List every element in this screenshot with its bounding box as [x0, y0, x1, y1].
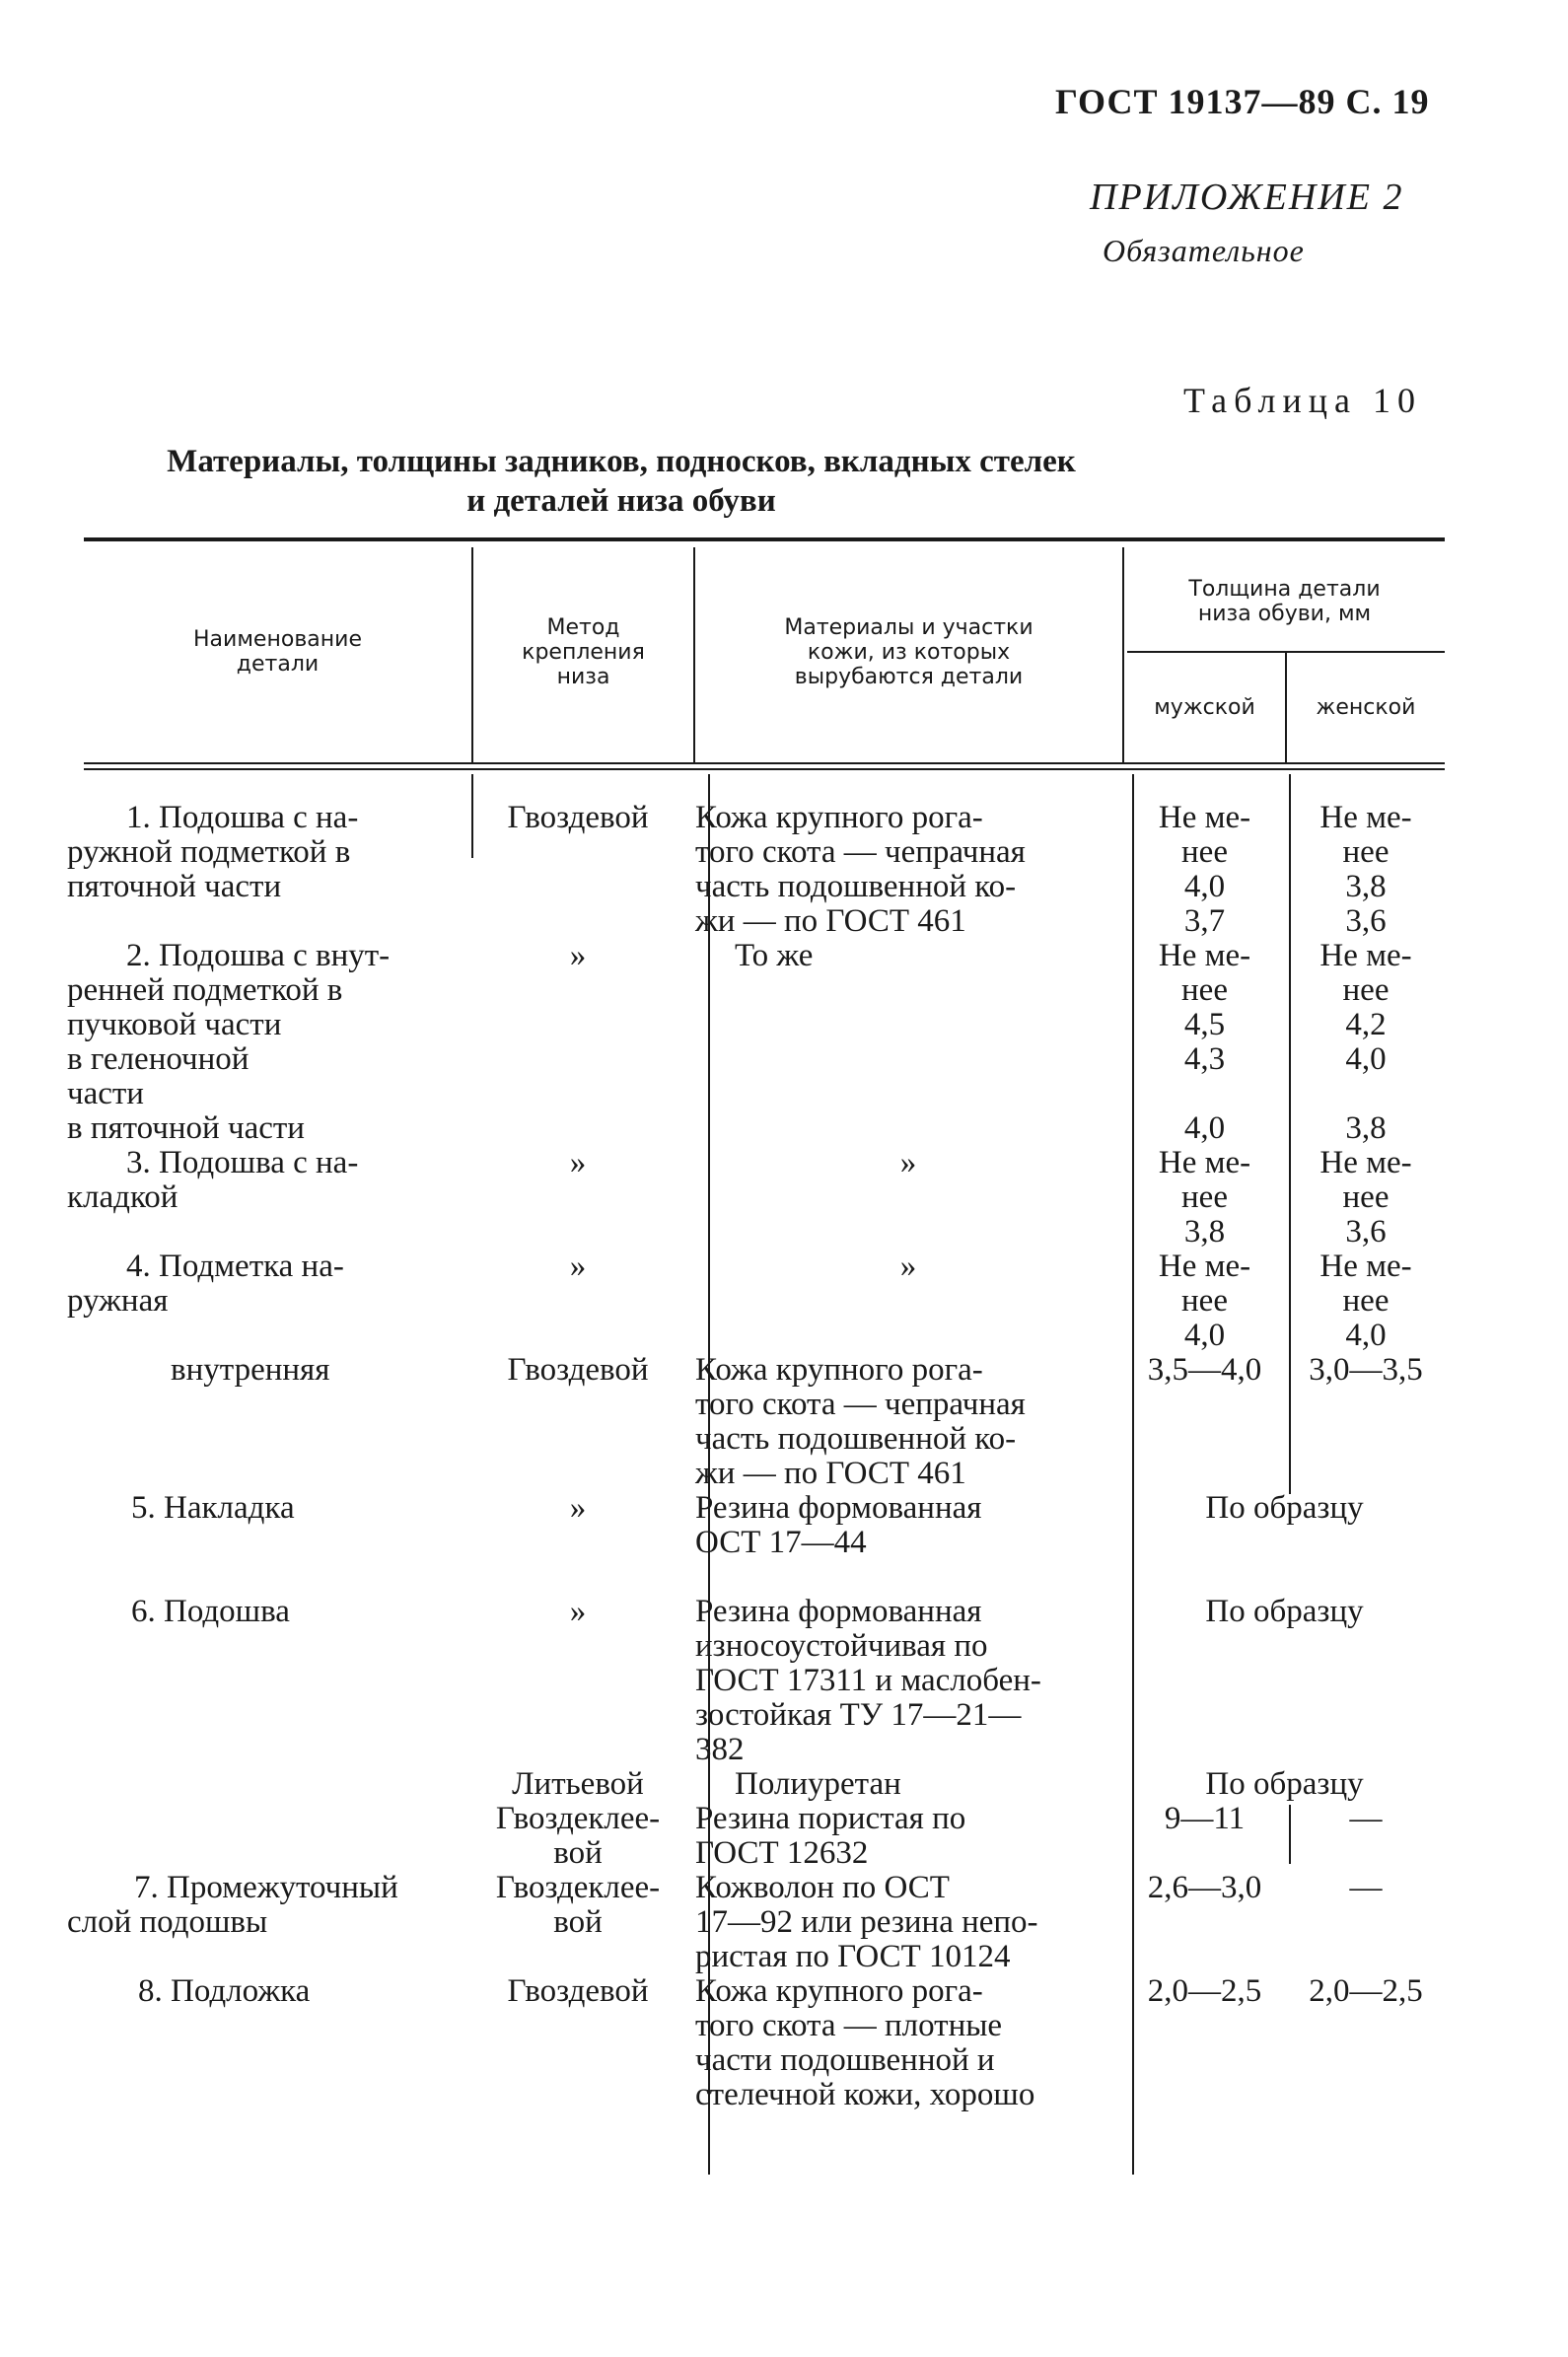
- column-header-name: Наименование детали: [193, 627, 362, 677]
- table-row-7-name: 6. Подошва: [131, 1594, 290, 1629]
- table-row-8-material: Полиуретан: [735, 1766, 901, 1802]
- table-row-10-women: —: [1349, 1870, 1383, 1905]
- table-row-5-name: внутренняя: [171, 1352, 330, 1388]
- table-row-5-method: Гвоздевой: [507, 1352, 649, 1388]
- table-row-10-material: Кожволон по ОСТ 17—92 или резина непо- ристая по ГОСТ 10124: [695, 1870, 1038, 1974]
- table-row-11-material: Кожа крупного рога- того скота — плотные части подошвенной и стелечной кожи, хорошо: [695, 1973, 1035, 2112]
- table-row-6-material: Резина формованная ОСТ 17—44: [695, 1490, 982, 1560]
- table-row-5-men: 3,5—4,0: [1147, 1352, 1262, 1388]
- appendix-title: ПРИЛОЖЕНИЕ 2: [1090, 177, 1404, 218]
- table-row-5-material: Кожа крупного рога- того скота — чепрачная часть подошвенной ко- жи — по ГОСТ 461: [695, 1352, 1026, 1491]
- table-row-3-material: »: [899, 1145, 917, 1180]
- table-row-4-men: Не ме- нее 4,0: [1158, 1249, 1251, 1353]
- column-header-materials: Материалы и участки кожи, из которых вырубаются детали: [784, 615, 1033, 689]
- table-row-5-women: 3,0—3,5: [1309, 1352, 1423, 1388]
- table-row-8-method: Литьевой: [512, 1766, 644, 1802]
- table-row-10-men: 2,6—3,0: [1147, 1870, 1262, 1905]
- header-bottom-rule-2: [84, 768, 1445, 770]
- table-row-11-men: 2,0—2,5: [1147, 1973, 1262, 2009]
- table-row-10-method: Гвоздеклее- вой: [495, 1870, 661, 1940]
- column-header-method: Метод крепления низа: [522, 615, 645, 689]
- table-row-4-women: Не ме- нее 4,0: [1319, 1249, 1412, 1353]
- table-row-6-method: »: [569, 1490, 587, 1526]
- column-header-men: мужской: [1154, 695, 1255, 720]
- table-row-2-name: 2. Подошва с внут- ренней подметкой в пучковой части в геленочной части в пяточной части: [67, 938, 391, 1146]
- table-row-3-name: 3. Подошва с на- кладкой: [67, 1145, 359, 1215]
- header-bottom-rule-1: [84, 762, 1445, 764]
- table-row-1-men: Не ме- нее 4,0 3,7: [1158, 800, 1251, 939]
- table-row-1-material: Кожа крупного рога- того скота — чепрачная часть подошвенной ко- жи — по ГОСТ 461: [695, 800, 1026, 939]
- table-row-1-method: Гвоздевой: [507, 800, 649, 835]
- table-caption-line2: и деталей низа обуви: [466, 483, 776, 519]
- table-row-2-material: То же: [735, 938, 814, 973]
- table-row-2-men: Не ме- нее 4,5 4,3 4,0: [1158, 938, 1251, 1146]
- table-row-9-women: —: [1349, 1801, 1383, 1836]
- table-row-7-method: »: [569, 1594, 587, 1629]
- table-row-6-thickness: По образцу: [1205, 1490, 1364, 1526]
- table-row-9-method: Гвоздеклее- вой: [495, 1801, 661, 1871]
- table-row-4-material: »: [899, 1249, 917, 1284]
- table-row-3-men: Не ме- нее 3,8: [1158, 1145, 1251, 1250]
- table-row-4-name: 4. Подметка на- ружная: [67, 1249, 344, 1319]
- table-row-11-name: 8. Подложка: [138, 1973, 311, 2009]
- table-row-10-name: 7. Промежуточный слой подошвы: [67, 1870, 398, 1940]
- standard-number: ГОСТ 19137—89 С. 19: [1055, 82, 1430, 121]
- table-label: Таблица 10: [1183, 381, 1422, 420]
- column-header-women: женской: [1316, 695, 1416, 720]
- table-row-6-name: 5. Накладка: [131, 1490, 295, 1526]
- table-row-7-thickness: По образцу: [1205, 1594, 1364, 1629]
- table-row-2-method: »: [569, 938, 587, 973]
- table-row-9-men: 9—11: [1164, 1801, 1246, 1836]
- appendix-status: Обязательное: [1103, 233, 1305, 268]
- table-row-1-women: Не ме- нее 3,8 3,6: [1319, 800, 1412, 939]
- table-row-4-method: »: [569, 1249, 587, 1284]
- table-top-rule: [84, 537, 1445, 541]
- table-row-3-women: Не ме- нее 3,6: [1319, 1145, 1412, 1250]
- table-row-1-name: 1. Подошва с на- ружной подметкой в пяточной части: [67, 800, 359, 904]
- column-header-thickness: Толщина детали низа обуви, мм: [1188, 577, 1381, 626]
- table-row-7-material: Резина формованная износоустойчивая по ГОСТ 17311 и маслобен- зостойкая ТУ 17—21— 382: [695, 1594, 1041, 1767]
- table-row-8-thickness: По образцу: [1205, 1766, 1364, 1802]
- table-caption-line1: Материалы, толщины задников, подносков, вкладных стелек: [167, 444, 1076, 479]
- table-row-11-women: 2,0—2,5: [1309, 1973, 1423, 2009]
- table-row-3-method: »: [569, 1145, 587, 1180]
- table-row-11-method: Гвоздевой: [507, 1973, 649, 2009]
- table-row-9-material: Резина пористая по ГОСТ 12632: [695, 1801, 966, 1871]
- table-row-2-women: Не ме- нее 4,2 4,0 3,8: [1319, 938, 1412, 1146]
